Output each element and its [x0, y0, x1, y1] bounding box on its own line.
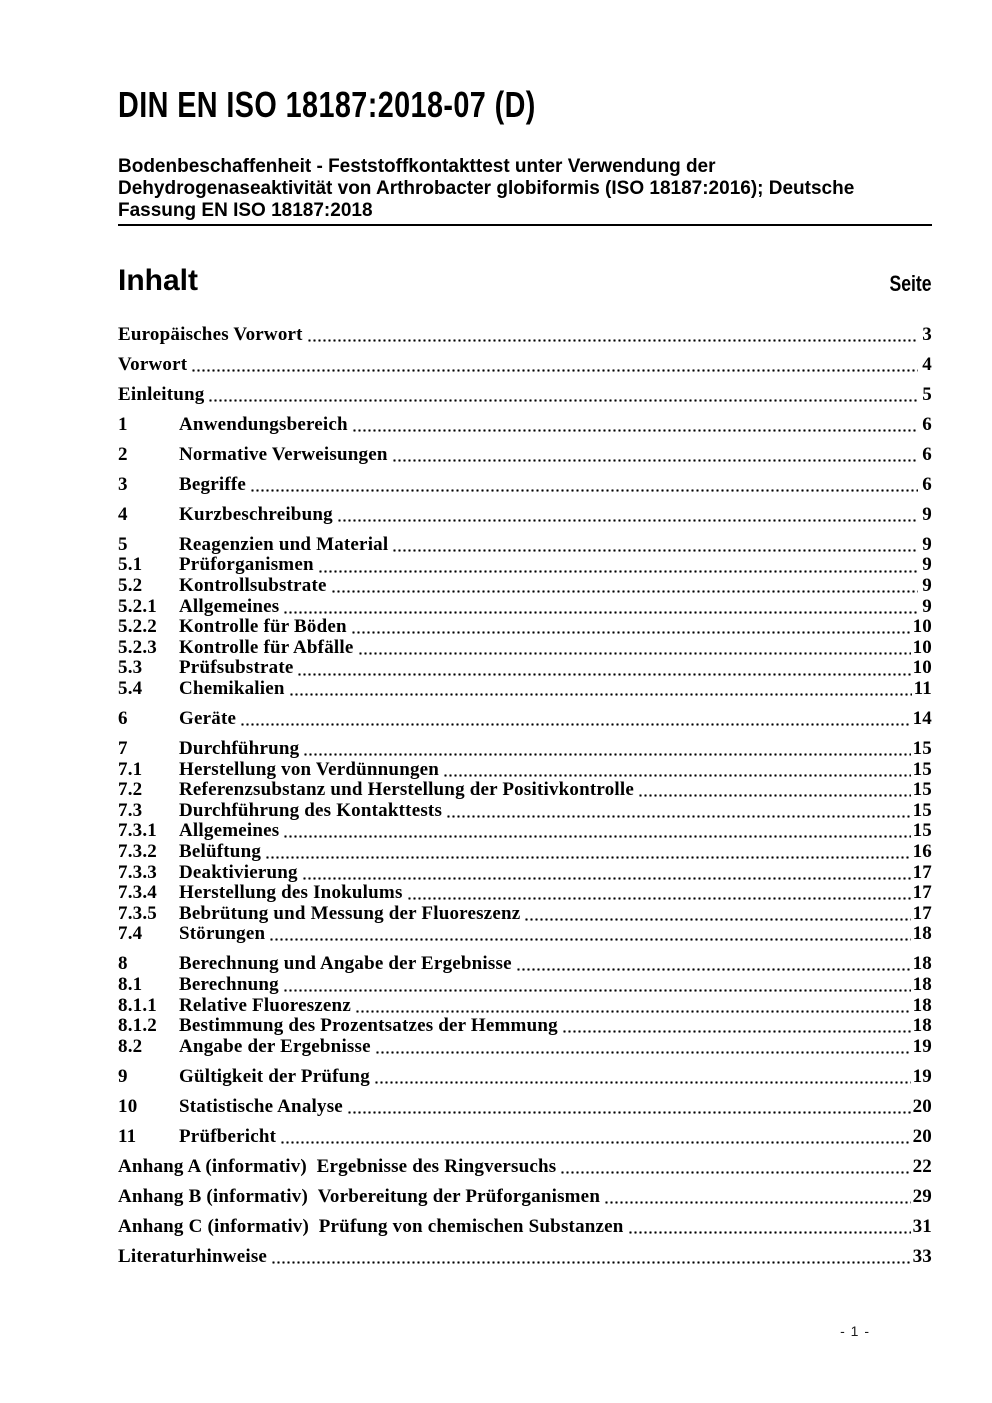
toc-entry-number: 7.4 — [118, 923, 143, 945]
toc-dot-leader — [283, 989, 911, 992]
toc-page-number: 29 — [912, 1185, 932, 1207]
toc-heading: Inhalt — [118, 264, 198, 297]
toc-row — [118, 658, 932, 679]
toc-entry-title: Referenzsubstanz und Herstellung der Positivkontrolle — [179, 779, 634, 801]
toc-entry-number: 5 — [118, 533, 128, 555]
toc-row — [118, 415, 932, 436]
toc-entry-number: 5.2.1 — [118, 595, 157, 617]
toc-entry-title: Angabe der Ergebnisse — [179, 1035, 371, 1057]
toc-row — [118, 709, 932, 730]
toc-row — [118, 821, 932, 842]
toc-page-number: 14 — [912, 708, 932, 730]
toc-dot-leader — [355, 1010, 911, 1013]
toc-page-number: 17 — [912, 902, 932, 924]
toc-dot-leader — [331, 590, 918, 593]
toc-dot-leader — [628, 1231, 911, 1234]
toc-dot-leader — [358, 652, 911, 655]
toc-entry-number: 2 — [118, 443, 128, 465]
toc-dot-leader — [392, 459, 918, 462]
toc-entry-number: 4 — [118, 503, 128, 525]
toc-entry-title: Anwendungsbereich — [179, 413, 348, 435]
toc-dot-leader — [560, 1171, 910, 1174]
toc-page-number: 9 — [922, 575, 932, 597]
toc-row — [118, 954, 932, 975]
subtitle-line: Dehydrogenaseaktivität von Arthrobacter globiformis (ISO 18187:2016); Deutsche — [118, 178, 855, 199]
toc-entry-title: Herstellung des Inokulums — [179, 882, 403, 904]
toc-row — [118, 355, 932, 376]
toc-entry-number: 7.3.2 — [118, 840, 157, 862]
toc-dot-leader — [283, 611, 918, 614]
toc-dot-leader — [352, 429, 918, 432]
toc-dot-leader — [265, 856, 911, 859]
toc-dot-leader — [240, 723, 910, 726]
toc-entry-title: Reagenzien und Material — [179, 533, 389, 555]
toc-entry-title: Statistische Analyse — [179, 1095, 343, 1117]
toc-dot-leader — [374, 1081, 911, 1084]
toc-entry-title: Berechnung und Angabe der Ergebnisse — [179, 953, 512, 975]
toc-dot-leader — [446, 815, 911, 818]
toc-dot-leader — [604, 1201, 911, 1204]
toc-entry-number: 7.1 — [118, 758, 143, 780]
toc-page-number: 15 — [912, 799, 932, 821]
toc-dot-leader — [303, 753, 910, 756]
toc-entry-title: Anhang C (informativ) Prüfung von chemischen Substanzen — [118, 1215, 624, 1237]
toc-entry-number: 8.2 — [118, 1035, 143, 1057]
toc-dot-leader — [392, 549, 918, 552]
toc-row — [118, 975, 932, 996]
toc-page-number: 17 — [912, 882, 932, 904]
toc-entry-number: 10 — [118, 1095, 138, 1117]
toc-row — [118, 842, 932, 863]
toc-entry-title: Kontrollsubstrate — [179, 575, 327, 597]
toc-page-number: 9 — [922, 595, 932, 617]
toc-entry-title: Bestimmung des Prozentsatzes der Hemmung — [179, 1015, 558, 1037]
toc-dot-leader — [638, 794, 911, 797]
toc-dot-leader — [407, 897, 911, 900]
header-divider — [118, 224, 932, 226]
toc-entry-number: 5.4 — [118, 678, 143, 700]
toc-dot-leader — [375, 1051, 911, 1054]
toc-page-number: 15 — [912, 758, 932, 780]
toc-entry-number: 5.1 — [118, 554, 143, 576]
toc-entry-title: Durchführung des Kontakttests — [179, 799, 443, 821]
toc-entry-title: Berechnung — [179, 973, 279, 995]
toc-entry-title: Allgemeines — [179, 595, 280, 617]
toc-page-number: 15 — [912, 779, 932, 801]
toc-page-number: 11 — [913, 678, 932, 700]
document-number-title: DIN EN ISO 18187:2018-07 (D) — [118, 84, 536, 125]
toc-entry-number: 7.2 — [118, 779, 143, 801]
toc-page-number: 22 — [912, 1155, 932, 1177]
toc-dot-leader — [191, 369, 918, 372]
toc-page-number: 15 — [912, 820, 932, 842]
toc-entry-title: Anhang B (informativ) Vorbereitung der Prüforganismen — [118, 1185, 601, 1207]
toc-page-number: 16 — [912, 840, 932, 862]
toc-row — [118, 863, 932, 884]
toc-entry-title: Vorwort — [118, 353, 188, 375]
toc-entry-title: Allgemeines — [179, 820, 280, 842]
toc-page-number: 9 — [922, 554, 932, 576]
toc-page-column-label: Seite — [889, 271, 932, 296]
toc-entry-number: 9 — [118, 1065, 128, 1087]
toc-row — [118, 1067, 932, 1088]
toc-row — [118, 1247, 932, 1268]
toc-row — [118, 1097, 932, 1118]
toc-row — [118, 780, 932, 801]
toc-page-number: 9 — [922, 503, 932, 525]
toc-entry-title: Prüfbericht — [179, 1125, 277, 1147]
toc-row — [118, 385, 932, 406]
toc-row — [118, 555, 932, 576]
toc-entry-title: Begriffe — [179, 473, 247, 495]
toc-dot-leader — [271, 1261, 911, 1264]
toc-page-number: 4 — [922, 353, 932, 375]
toc-entry-title: Europäisches Vorwort — [118, 324, 303, 345]
toc-entry-title: Geräte — [179, 708, 237, 730]
toc-page-number: 5 — [922, 383, 932, 405]
toc-row — [118, 1187, 932, 1208]
toc-page-number: 6 — [922, 443, 932, 465]
toc-row — [118, 1127, 932, 1148]
toc-entry-number: 5.2.3 — [118, 636, 157, 658]
toc-row — [118, 617, 932, 638]
toc-page-number: 10 — [912, 616, 932, 638]
toc-page-number: 10 — [912, 636, 932, 658]
toc-row — [118, 1037, 932, 1058]
toc-row — [118, 638, 932, 659]
toc-entry-title: Normative Verweisungen — [179, 443, 388, 465]
toc-dot-leader — [351, 631, 911, 634]
toc-row — [118, 576, 932, 597]
toc-entry-number: 7 — [118, 738, 128, 760]
toc-row — [118, 904, 932, 925]
toc-entry-title: Durchführung — [179, 738, 300, 760]
toc-entry-title: Einleitung — [118, 383, 205, 405]
toc-dot-leader — [562, 1030, 911, 1033]
toc-entry-number: 8.1.1 — [118, 994, 157, 1016]
toc-page-number: 31 — [912, 1215, 932, 1237]
toc-row — [118, 679, 932, 700]
toc-dot-leader — [269, 938, 910, 941]
toc-entry-number: 8.1 — [118, 973, 143, 995]
toc-page-number: 19 — [912, 1035, 932, 1057]
toc-dot-leader — [289, 693, 912, 696]
toc-entry-title: Deaktivierung — [179, 861, 298, 883]
toc-row — [118, 475, 932, 496]
footer-page-number: - 1 - — [840, 1323, 870, 1339]
toc-row — [118, 535, 932, 556]
toc-dot-leader — [307, 339, 918, 342]
toc-row — [118, 760, 932, 781]
toc-row — [118, 1016, 932, 1037]
toc-entry-number: 7.3 — [118, 799, 143, 821]
subtitle-line: Fassung EN ISO 18187:2018 — [118, 200, 373, 221]
toc-page-number: 19 — [912, 1065, 932, 1087]
toc-dot-leader — [250, 489, 918, 492]
toc-entry-number: 5.3 — [118, 657, 143, 679]
toc-page-number: 9 — [922, 533, 932, 555]
subtitle-line: Bodenbeschaffenheit - Feststoffkontakttest unter Verwendung der — [118, 156, 716, 177]
toc-entry-title: Bebrütung und Messung der Fluoreszenz — [179, 902, 521, 924]
toc-entry-title: Belüftung — [179, 840, 262, 862]
document-subtitle — [118, 156, 854, 222]
toc-page-number: 20 — [912, 1095, 932, 1117]
toc-dot-leader — [347, 1111, 911, 1114]
toc-entry-title: Anhang A (informativ) Ergebnisse des Ringversuchs — [118, 1155, 557, 1177]
toc-row — [118, 325, 932, 346]
toc-row — [118, 924, 932, 945]
toc-entry-title: Prüfsubstrate — [179, 657, 294, 679]
toc-entry-number: 6 — [118, 708, 128, 730]
toc-page-number: 18 — [912, 923, 932, 945]
toc-row — [118, 996, 932, 1017]
toc-page-number: 18 — [912, 1015, 932, 1037]
toc-entry-number: 7.3.5 — [118, 902, 157, 924]
toc-dot-leader — [524, 918, 910, 921]
toc-entry-title: Relative Fluoreszenz — [179, 994, 351, 1016]
toc-page-number: 6 — [922, 413, 932, 435]
toc-dot-leader — [297, 673, 910, 676]
toc-entry-number: 3 — [118, 473, 128, 495]
toc-page-number: 10 — [912, 657, 932, 679]
toc-dot-leader — [302, 877, 911, 880]
toc-entry-title: Gültigkeit der Prüfung — [179, 1065, 370, 1087]
toc-page-number: 18 — [912, 953, 932, 975]
toc-entry-number: 7.3.3 — [118, 861, 157, 883]
toc-row — [118, 1157, 932, 1178]
toc-page-number: 6 — [922, 473, 932, 495]
toc-row — [118, 505, 932, 526]
toc-entry-title: Chemikalien — [179, 678, 285, 700]
toc-dot-leader — [443, 774, 911, 777]
toc-page-number: 20 — [912, 1125, 932, 1147]
toc-entry-title: Prüforganismen — [179, 554, 314, 576]
toc-row — [118, 1217, 932, 1238]
toc-list — [118, 325, 932, 1267]
toc-entry-title: Herstellung von Verdünnungen — [179, 758, 440, 780]
toc-entry-number: 5.2.2 — [118, 616, 157, 638]
toc-dot-leader — [516, 968, 911, 971]
toc-entry-number: 8 — [118, 953, 128, 975]
toc-dot-leader — [280, 1141, 910, 1144]
toc-dot-leader — [208, 399, 918, 402]
toc-entry-title: Kurzbeschreibung — [179, 503, 333, 525]
toc-dot-leader — [318, 570, 918, 573]
toc-page-number: 15 — [912, 738, 932, 760]
toc-row — [118, 739, 932, 760]
toc-entry-title: Kontrolle für Abfälle — [179, 636, 354, 658]
toc-entry-number: 7.3.4 — [118, 882, 157, 904]
toc-page-number: 17 — [912, 861, 932, 883]
toc-row — [118, 445, 932, 466]
toc-entry-title: Literaturhinweise — [118, 1245, 268, 1267]
toc-entry-number: 7.3.1 — [118, 820, 157, 842]
toc-dot-leader — [337, 519, 918, 522]
toc-entry-number: 8.1.2 — [118, 1015, 157, 1037]
toc-entry-number: 11 — [118, 1125, 137, 1147]
toc-page-number: 3 — [922, 324, 932, 345]
document-page — [118, 0, 932, 1403]
toc-dot-leader — [283, 835, 910, 838]
toc-row — [118, 801, 932, 822]
toc-row — [118, 883, 932, 904]
toc-entry-number: 1 — [118, 413, 128, 435]
toc-page-number: 18 — [912, 973, 932, 995]
toc-page-number: 18 — [912, 994, 932, 1016]
toc-entry-title: Störungen — [179, 923, 266, 945]
toc-page-number: 33 — [912, 1245, 932, 1267]
toc-entry-title: Kontrolle für Böden — [179, 616, 347, 638]
toc-row — [118, 597, 932, 618]
toc-entry-number: 5.2 — [118, 575, 143, 597]
